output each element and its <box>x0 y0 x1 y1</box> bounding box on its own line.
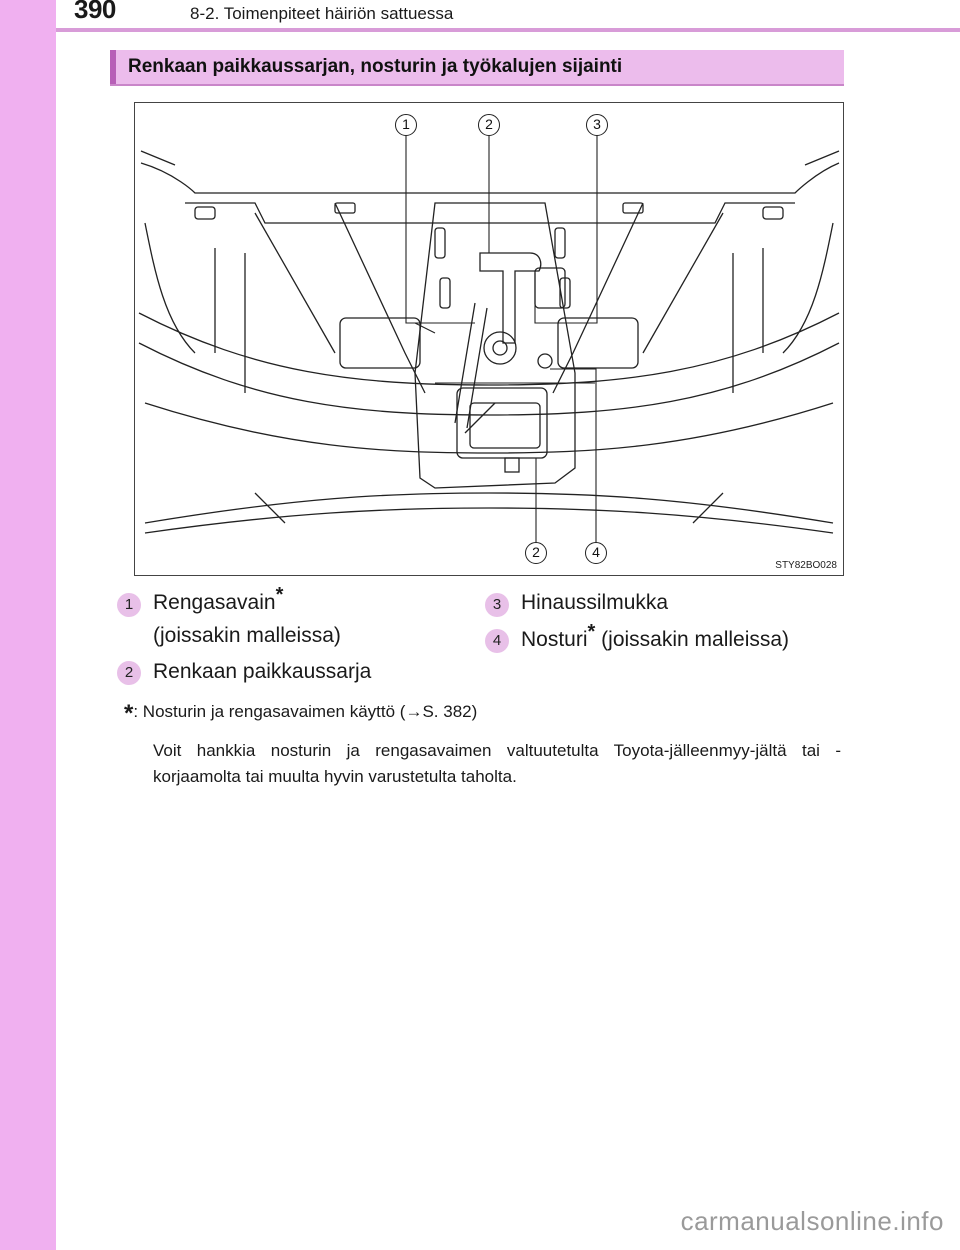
asterisk-mark: * <box>275 584 284 606</box>
page-number: 390 <box>74 0 116 24</box>
trunk-line-drawing <box>135 103 843 575</box>
footnote-text: : Nosturin ja rengasavaimen käyttö ( <box>133 702 406 721</box>
legend-item-wheel-wrench <box>153 584 284 615</box>
callout-2-bottom: 2 <box>525 542 547 564</box>
legend-number-4: 4 <box>485 629 509 653</box>
figure-code: STY82BO028 <box>775 560 837 571</box>
callout-2-top: 2 <box>478 114 500 136</box>
trunk-illustration <box>134 102 844 576</box>
section-heading-bar <box>110 50 844 86</box>
callout-3-top: 3 <box>586 114 608 136</box>
side-margin-strip <box>0 0 56 1250</box>
asterisk-mark: * <box>587 621 596 643</box>
legend-item-towing-eyelet: Hinaussilmukka <box>521 591 669 614</box>
legend-item-jack <box>521 621 790 652</box>
callout-1-top: 1 <box>395 114 417 136</box>
section-title: Renkaan paikkaussarjan, nosturin ja työkalujen sijainti <box>128 56 623 77</box>
legend-label: Rengasavain <box>153 591 276 614</box>
legend-number-1: 1 <box>117 593 141 617</box>
watermark: carmanualsonline.info <box>680 1206 944 1236</box>
note-paragraph: Voit hankkia nosturin ja rengasavaimen valtuutetulta Toyota-jälleenmyy-jältä tai -korjaamolta tai muulta hyvin varustetulta taholta. <box>153 741 841 786</box>
legend-label-suffix: (joissakin malleissa) <box>595 628 790 651</box>
page-reference: S. 382) <box>422 702 478 721</box>
chapter-title: 8-2. Toimenpiteet häiriön sattuessa <box>190 4 454 23</box>
legend-number-3: 3 <box>485 593 509 617</box>
arrow-icon: → <box>405 702 423 721</box>
callout-4-bottom: 4 <box>585 542 607 564</box>
footnote-asterisk: * <box>124 700 134 727</box>
legend-label: Nosturi <box>521 628 588 651</box>
legend-item-wheel-wrench-note: (joissakin malleissa) <box>153 624 341 647</box>
legend-number-2: 2 <box>117 661 141 685</box>
footnote <box>124 700 477 728</box>
header-rule <box>56 28 960 32</box>
legend-item-repair-kit: Renkaan paikkaussarja <box>153 660 372 683</box>
